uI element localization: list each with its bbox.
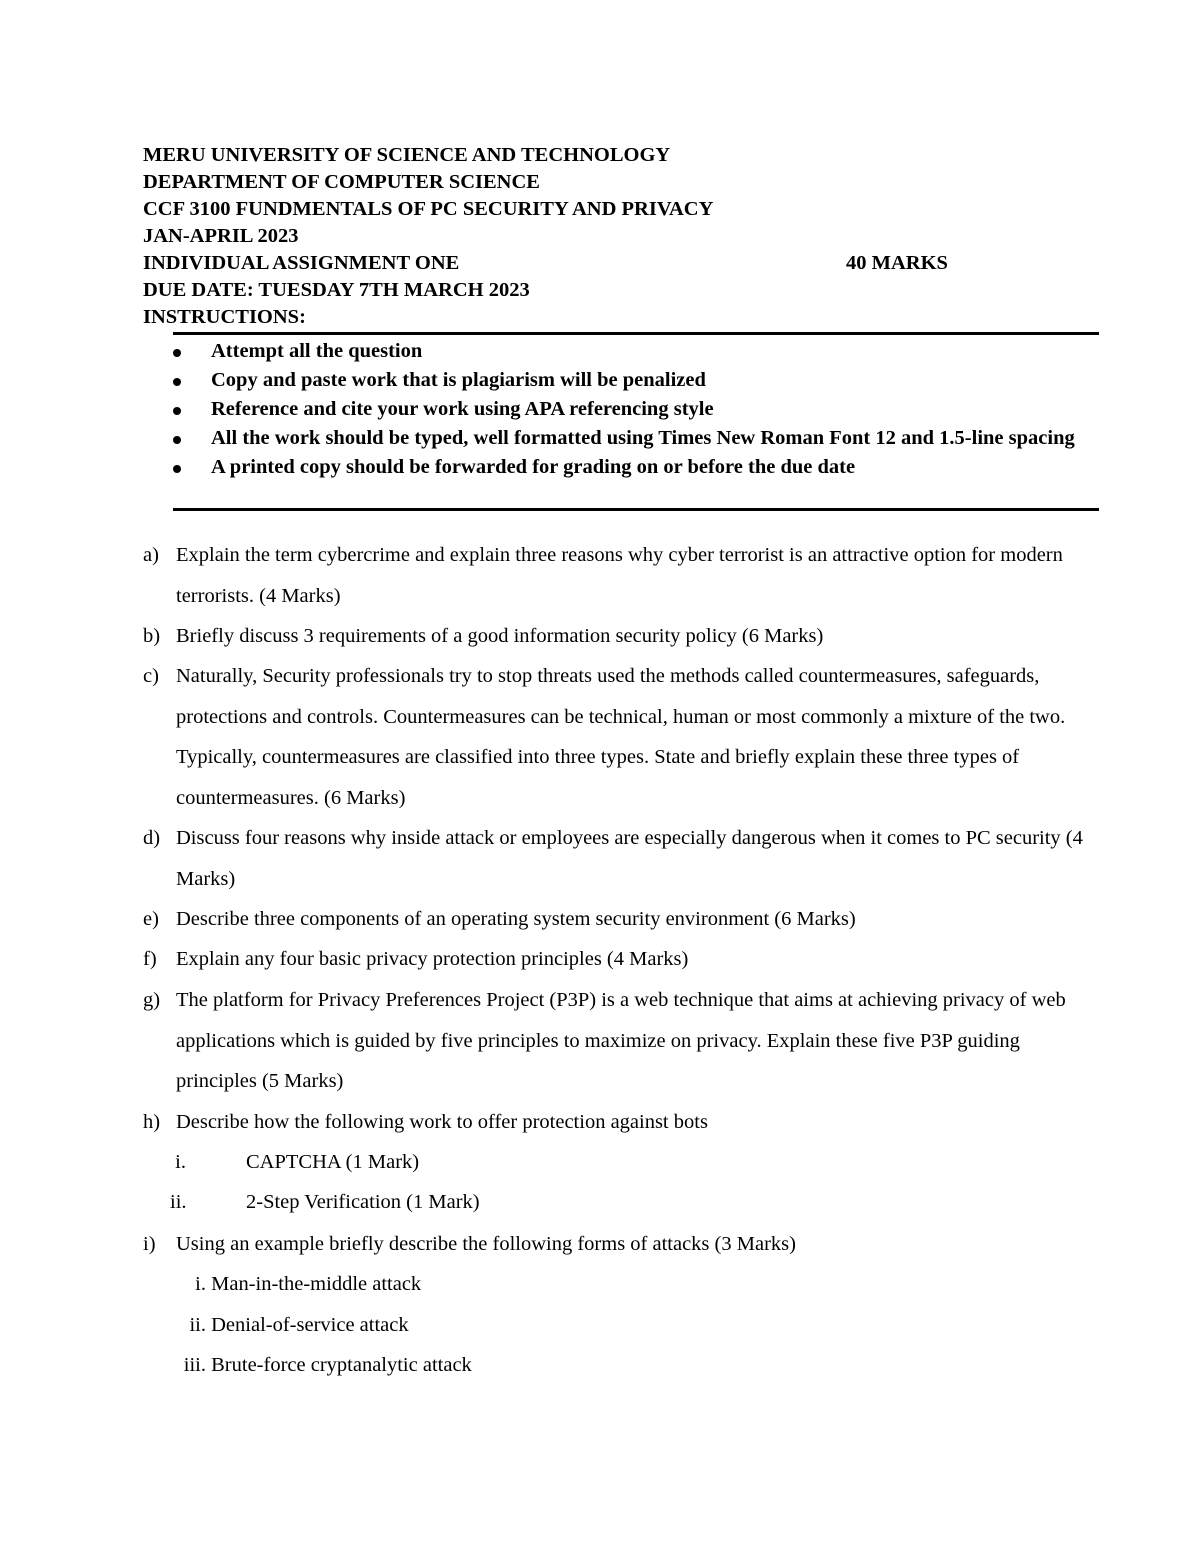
question-h xyxy=(143,1102,1103,1143)
sub-item-number: i. xyxy=(175,1151,186,1173)
instruction-item: All the work should be typed, well formatted using Times New Roman Font 12 and 1.5-line spacing xyxy=(173,425,1099,452)
sub-item-text: Brute-force cryptanalytic attack xyxy=(211,1354,472,1376)
sub-item xyxy=(170,1345,472,1386)
instruction-item: Copy and paste work that is plagiarism will be penalized xyxy=(173,367,1099,394)
sub-item-number: ii. xyxy=(189,1314,206,1336)
question-e xyxy=(143,899,1103,940)
question-i xyxy=(143,1224,1103,1265)
due-date: DUE DATE: TUESDAY 7TH MARCH 2023 xyxy=(143,279,530,301)
bullet-icon xyxy=(173,378,181,386)
question-text: Explain any four basic privacy protection principles (4 Marks) xyxy=(176,948,689,970)
question-a xyxy=(143,535,1093,616)
question-label: a) xyxy=(143,544,159,566)
semester: JAN-APRIL 2023 xyxy=(143,225,299,247)
question-text: Describe how the following work to offer protection against bots xyxy=(176,1111,708,1133)
instruction-item: Attempt all the question xyxy=(173,338,1099,365)
total-marks: 40 MARKS xyxy=(846,252,948,274)
question-text: Using an example briefly describe the following forms of attacks (3 Marks) xyxy=(176,1233,796,1255)
sub-item-number: ii. xyxy=(170,1191,187,1213)
question-text: The platform for Privacy Preferences Project (P3P) is a web technique that aims at achieving privacy of web applications which is guided by five principles to maximize on privacy. Explain these five P3P guiding principles (5 Marks) xyxy=(176,989,1066,1092)
department-name: DEPARTMENT OF COMPUTER SCIENCE xyxy=(143,171,540,193)
question-label: g) xyxy=(143,989,161,1011)
bullet-icon xyxy=(173,407,181,415)
question-d xyxy=(143,818,1098,899)
question-label: h) xyxy=(143,1111,161,1133)
question-b xyxy=(143,616,1103,657)
sub-item xyxy=(170,1182,480,1223)
course-title: CCF 3100 FUNDMENTALS OF PC SECURITY AND PRIVACY xyxy=(143,198,714,220)
assignment-title: INDIVIDUAL ASSIGNMENT ONE xyxy=(143,252,460,274)
question-c xyxy=(143,656,1095,818)
bullet-icon xyxy=(173,349,181,357)
question-label: e) xyxy=(143,908,159,930)
sub-item-text: 2-Step Verification (1 Mark) xyxy=(246,1191,480,1213)
question-text: Naturally, Security professionals try to stop threats used the methods called countermeasures, safeguards, protections and controls. Countermeasures can be technical, human or most commonly a mixture of the two. Typically, countermeasures are classified into three types. State and briefly explain these three types of countermeasures. (6 Marks) xyxy=(176,665,1066,809)
sub-item xyxy=(170,1305,409,1346)
question-text: Explain the term cybercrime and explain three reasons why cyber terrorist is an attractive option for modern terrorists. (4 Marks) xyxy=(176,544,1063,607)
sub-item-text: CAPTCHA (1 Mark) xyxy=(246,1151,420,1173)
sub-item-text: Denial-of-service attack xyxy=(211,1314,409,1336)
question-label: f) xyxy=(143,948,157,970)
question-f xyxy=(143,939,1103,980)
bullet-icon xyxy=(173,436,181,444)
sub-item xyxy=(170,1142,419,1183)
question-label: b) xyxy=(143,625,161,647)
sub-item xyxy=(170,1264,421,1305)
top-divider xyxy=(173,332,1099,335)
question-label: d) xyxy=(143,827,161,849)
instructions-heading: INSTRUCTIONS: xyxy=(143,306,306,328)
instruction-item: Reference and cite your work using APA referencing style xyxy=(173,396,1099,423)
question-label: c) xyxy=(143,665,159,687)
sub-item-text: Man-in-the-middle attack xyxy=(211,1273,422,1295)
question-g xyxy=(143,980,1093,1102)
bullet-icon xyxy=(173,465,181,473)
question-text: Discuss four reasons why inside attack or employees are especially dangerous when it comes to PC security (4 Marks) xyxy=(176,827,1083,890)
instruction-item: A printed copy should be forwarded for grading on or before the due date xyxy=(173,454,1099,481)
question-text: Describe three components of an operating system security environment (6 Marks) xyxy=(176,908,856,930)
question-label: i) xyxy=(143,1233,156,1255)
instructions-list xyxy=(173,338,1099,483)
question-text: Briefly discuss 3 requirements of a good information security policy (6 Marks) xyxy=(176,625,824,647)
university-name: MERU UNIVERSITY OF SCIENCE AND TECHNOLOGY xyxy=(143,144,671,166)
sub-item-number: i. xyxy=(195,1273,206,1295)
bottom-divider xyxy=(173,508,1099,511)
sub-item-number: iii. xyxy=(183,1354,206,1376)
